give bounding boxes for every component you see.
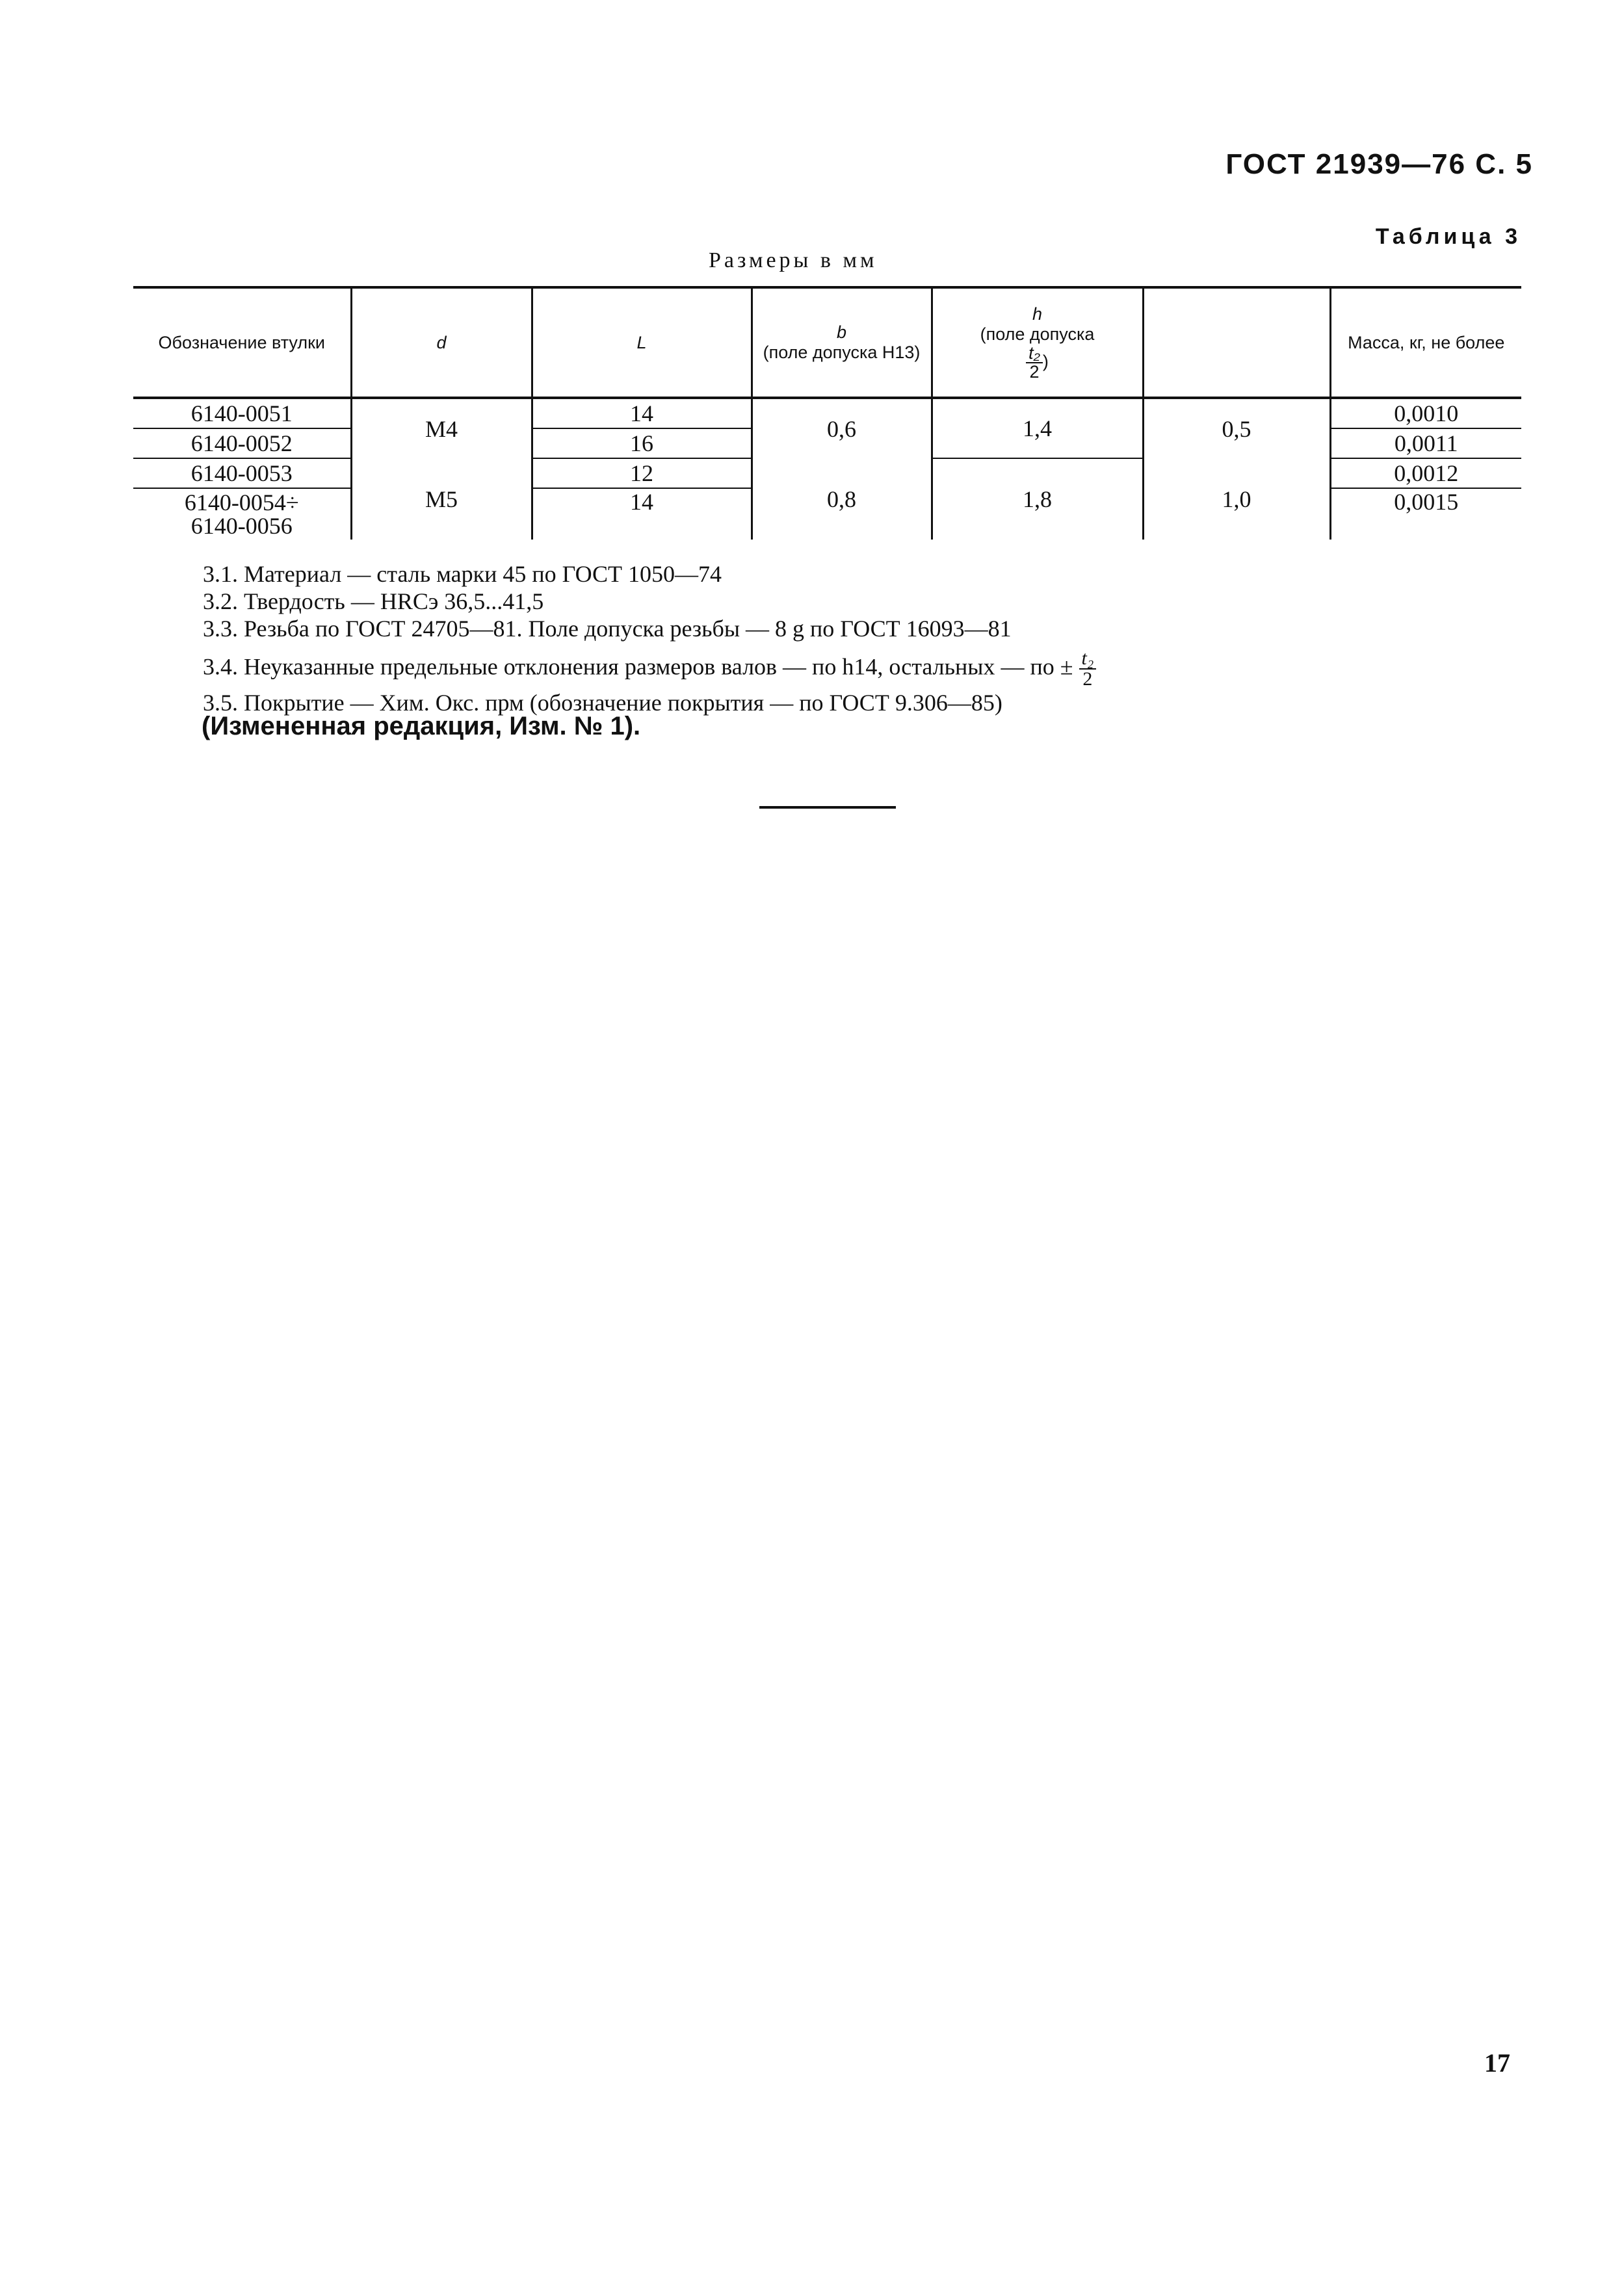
page-number: 17 [1484,2048,1510,2078]
cell-extra: 0,5 [1143,398,1330,458]
cell-L: 14 [532,488,752,540]
cell-L: 12 [532,458,752,488]
header-h-note-text: (поле допуска [980,324,1095,344]
note-frac-num: t₂ [1079,649,1097,670]
cell-designation: 6140-0054÷ 6140-0056 [184,489,299,539]
header-designation: Обозначение втулки [133,287,351,398]
header-d: d [351,287,532,398]
notes-block [203,560,1096,716]
cell-designation: 6140-0051 [133,398,351,428]
header-b-symbol: b [836,322,847,342]
header-h-note-end: ) [1042,352,1049,372]
header-L: L [532,287,752,398]
note-material: 3.1. Материал — сталь марки 45 по ГОСТ 1050—74 [203,561,722,587]
note-hardness: 3.2. Твердость — HRCэ 36,5...41,5 [203,588,544,614]
header-b-note: (поле допуска H13) [763,343,921,362]
header-mass: Масса, кг, не более [1330,287,1521,398]
table-caption: Размеры в мм [709,248,878,272]
cell-L: 14 [532,398,752,428]
dimensions-table [133,286,1521,540]
header-b [752,287,932,398]
end-divider [759,806,896,809]
header-h-symbol: h [1032,304,1043,324]
note-tolerances-text: 3.4. Неуказанные предельные отклонения размеров валов — по h14, остальных — по ± [203,653,1073,680]
cell-b: 0,6 [752,398,932,458]
header-h [932,287,1143,398]
cell-b: 0,8 [752,458,932,540]
note-tolerances-fraction [1079,649,1097,689]
table-header-row [133,287,1521,398]
header-h-note [937,324,1138,381]
cell-h: 1,4 [932,398,1143,458]
cell-mass: 0,0010 [1330,398,1521,428]
cell-d: M5 [351,458,532,540]
header-h-frac-den: 2 [1029,362,1040,382]
cell-designation: 6140-0052 [133,428,351,458]
cell-mass: 0,0011 [1330,428,1521,458]
note-frac-den: 2 [1082,668,1093,690]
table-row [133,398,1521,428]
header-extra [1143,287,1330,398]
table-row [133,458,1521,488]
page-header: ГОСТ 21939—76 С. 5 [1225,148,1533,180]
header-h-fraction [1026,345,1043,381]
cell-mass: 0,0015 [1330,488,1521,540]
amendment-note: (Измененная редакция, Изм. № 1). [202,712,641,740]
cell-d: M4 [351,398,532,458]
cell-h: 1,8 [932,458,1143,540]
cell-extra: 1,0 [1143,458,1330,540]
cell-mass: 0,0012 [1330,458,1521,488]
cell-L: 16 [532,428,752,458]
header-h-frac-num: t₂ [1026,345,1043,363]
table-number: Таблица 3 [1375,224,1521,249]
note-tolerances [203,649,1096,689]
cell-designation: 6140-0053 [133,458,351,488]
note-coating: 3.5. Покрытие — Хим. Окс. прм (обозначение покрытия — по ГОСТ 9.306—85) [203,690,1002,716]
note-thread: 3.3. Резьба по ГОСТ 24705—81. Поле допуска резьбы — 8 g по ГОСТ 16093—81 [203,616,1012,642]
